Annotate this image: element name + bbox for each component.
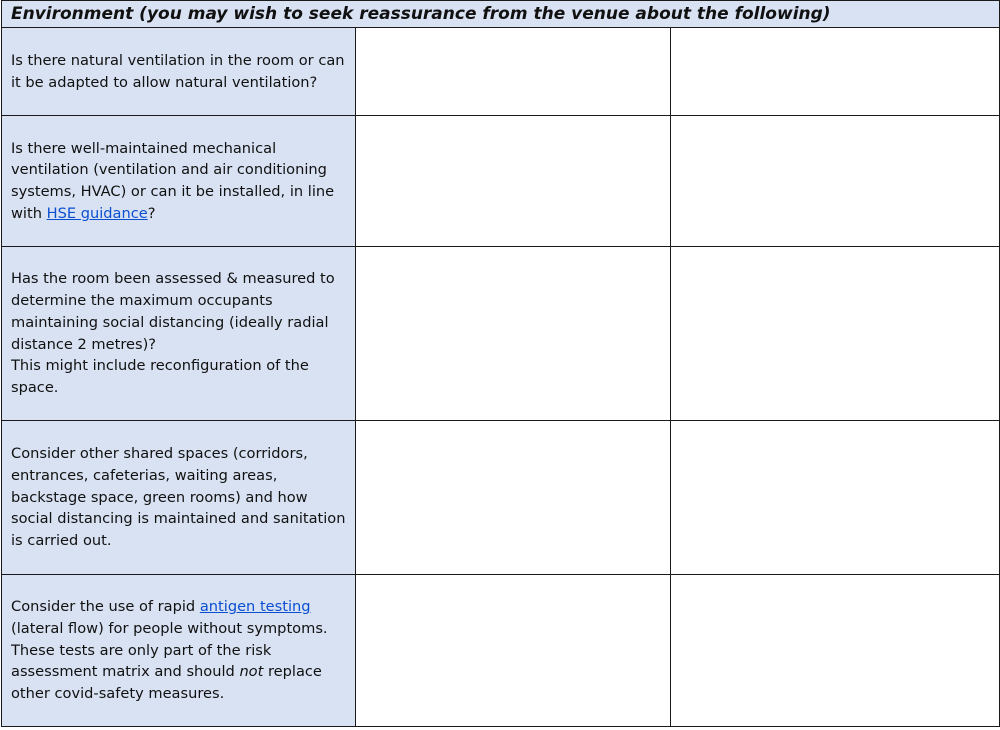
table-row	[2, 421, 1000, 575]
question-line: determine the maximum occupants	[11, 292, 273, 310]
question-text: Consider the use of rapid	[11, 598, 200, 616]
answer-cell-col2[interactable]	[356, 421, 671, 575]
question-line: systems, HVAC) or can it be installed, in line	[11, 183, 335, 200]
question-line	[11, 661, 345, 683]
antigen-testing-link[interactable]: antigen testing	[199, 598, 311, 616]
answer-cell-col2[interactable]	[356, 116, 671, 247]
question-line: ventilation (ventilation and air conditioning	[11, 161, 327, 179]
question-line: space.	[11, 378, 59, 396]
table-row	[2, 28, 1000, 116]
question-line: This might include reconfiguration of the	[11, 357, 309, 375]
table-row	[2, 575, 1000, 727]
hse-guidance-link[interactable]: HSE guidance	[46, 204, 148, 222]
question-cell-mechanical-ventilation	[2, 116, 356, 247]
table-row	[2, 116, 1000, 247]
question-line: These tests are only part of the risk	[11, 641, 272, 659]
question-line: Is there natural ventilation in the room or can	[11, 51, 345, 69]
answer-cell-col2[interactable]	[356, 575, 671, 727]
environment-checklist-table	[1, 0, 1000, 727]
question-line: distance 2 metres)?	[11, 335, 157, 353]
question-cell-shared-spaces	[2, 421, 356, 575]
question-line: (lateral flow) for people without symptoms.	[11, 619, 328, 637]
question-line: entrances, cafeterias, waiting areas,	[11, 466, 278, 484]
question-text: replace	[263, 663, 322, 681]
question-line	[11, 596, 345, 618]
question-line: maintaining social distancing (ideally radial	[11, 313, 329, 331]
question-line: Consider other shared spaces (corridors,	[11, 445, 308, 463]
question-line: is carried out.	[11, 532, 112, 550]
question-line: it be adapted to allow natural ventilation?	[11, 73, 318, 91]
answer-cell-col3[interactable]	[671, 575, 1000, 727]
question-line	[11, 203, 345, 225]
question-text: ?	[147, 204, 156, 222]
question-line: Has the room been assessed & measured to	[11, 270, 335, 288]
question-line: social distancing is maintained and sanitation	[11, 510, 346, 528]
answer-cell-col3[interactable]	[671, 28, 1000, 116]
section-title: Environment (you may wish to seek reassurance from the venue about the following)	[11, 4, 831, 24]
answer-cell-col3[interactable]	[671, 116, 1000, 247]
question-line: other covid-safety measures.	[11, 685, 225, 703]
answer-cell-col2[interactable]	[356, 28, 671, 116]
header-row	[2, 1, 1000, 28]
question-cell-room-assessment	[2, 247, 356, 421]
section-header	[2, 1, 1000, 28]
question-line: Is there well-maintained mechanical	[11, 139, 277, 157]
answer-cell-col3[interactable]	[671, 247, 1000, 421]
table-row	[2, 247, 1000, 421]
answer-cell-col3[interactable]	[671, 421, 1000, 575]
answer-cell-col2[interactable]	[356, 247, 671, 421]
question-cell-natural-ventilation	[2, 28, 356, 116]
question-text: with	[11, 204, 47, 222]
question-line: backstage space, green rooms) and how	[11, 488, 308, 506]
question-text: assessment matrix and should	[11, 663, 240, 681]
question-cell-antigen-testing	[2, 575, 356, 727]
emphasis-not: not	[239, 663, 264, 681]
